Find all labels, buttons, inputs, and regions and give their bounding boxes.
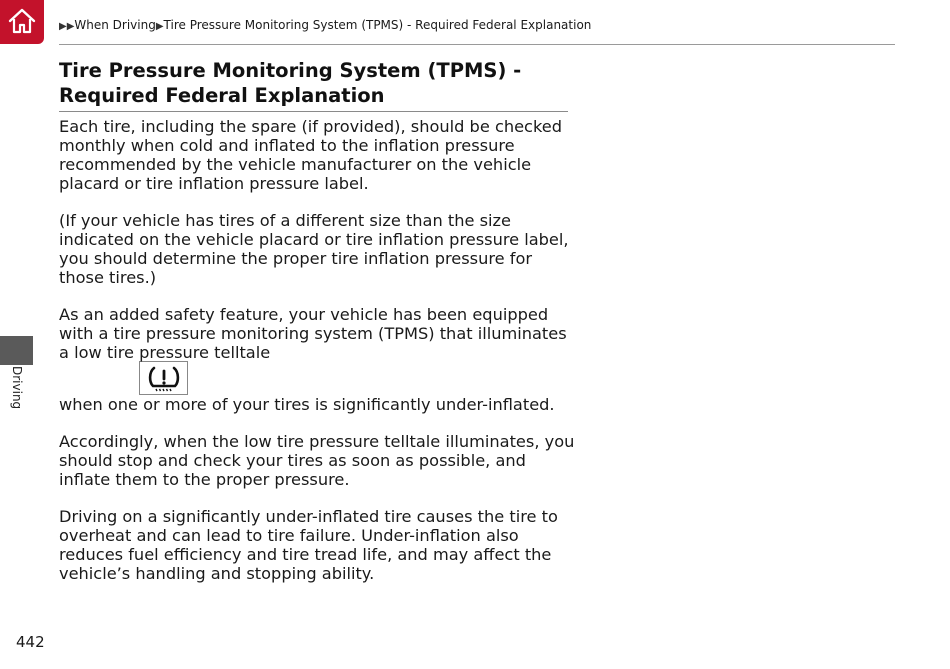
- low-tire-pressure-telltale: [139, 361, 188, 395]
- title-divider: [59, 111, 568, 112]
- home-button[interactable]: [0, 0, 44, 44]
- section-tab[interactable]: [0, 336, 33, 365]
- breadcrumb-arrow-icon: ▶▶: [59, 21, 75, 32]
- paragraph: Each tire, including the spare (if provided), should be checked monthly when cold and inflated to the inflation pressure recommended by the vehicle manufacturer on the vehicle placard or tire inflation pressure label.: [59, 117, 562, 193]
- paragraph: Driving on a significantly under-inflated tire causes the tire to overheat and can lead to tire failure. Under-inflation also reduces fuel efficiency and tire tread life, and may affect the vehicle’s handling and stopping ability.: [59, 507, 558, 583]
- breadcrumb: [59, 18, 591, 32]
- page-number: 442: [16, 633, 45, 651]
- paragraph: As an added safety feature, your vehicle has been equipped with a tire pressure monitoring system (TPMS) that illuminates a low tire pressure telltale: [59, 305, 567, 362]
- section-tab-label: Driving: [10, 366, 24, 410]
- breadcrumb-arrow-icon: ▶: [155, 21, 164, 32]
- header-divider: [59, 44, 895, 45]
- paragraph: (If your vehicle has tires of a different size than the size indicated on the vehicle placard or tire inflation pressure label, you should determine the proper tire inflation pressure for those tires.): [59, 211, 569, 287]
- paragraph: Accordingly, when the low tire pressure telltale illuminates, you should stop and check your tires as soon as possible, and inflate them to the proper pressure.: [59, 432, 575, 489]
- page-title: Tire Pressure Monitoring System (TPMS) - Required Federal Explanation: [59, 59, 522, 107]
- body-text: [59, 117, 579, 601]
- low-tire-pressure-icon: [147, 365, 181, 395]
- breadcrumb-current: Tire Pressure Monitoring System (TPMS) - Required Federal Explanation: [163, 18, 592, 32]
- paragraph: when one or more of your tires is significantly under-inflated.: [59, 395, 555, 414]
- breadcrumb-link-when-driving[interactable]: When Driving: [74, 18, 156, 32]
- home-icon: [7, 6, 37, 36]
